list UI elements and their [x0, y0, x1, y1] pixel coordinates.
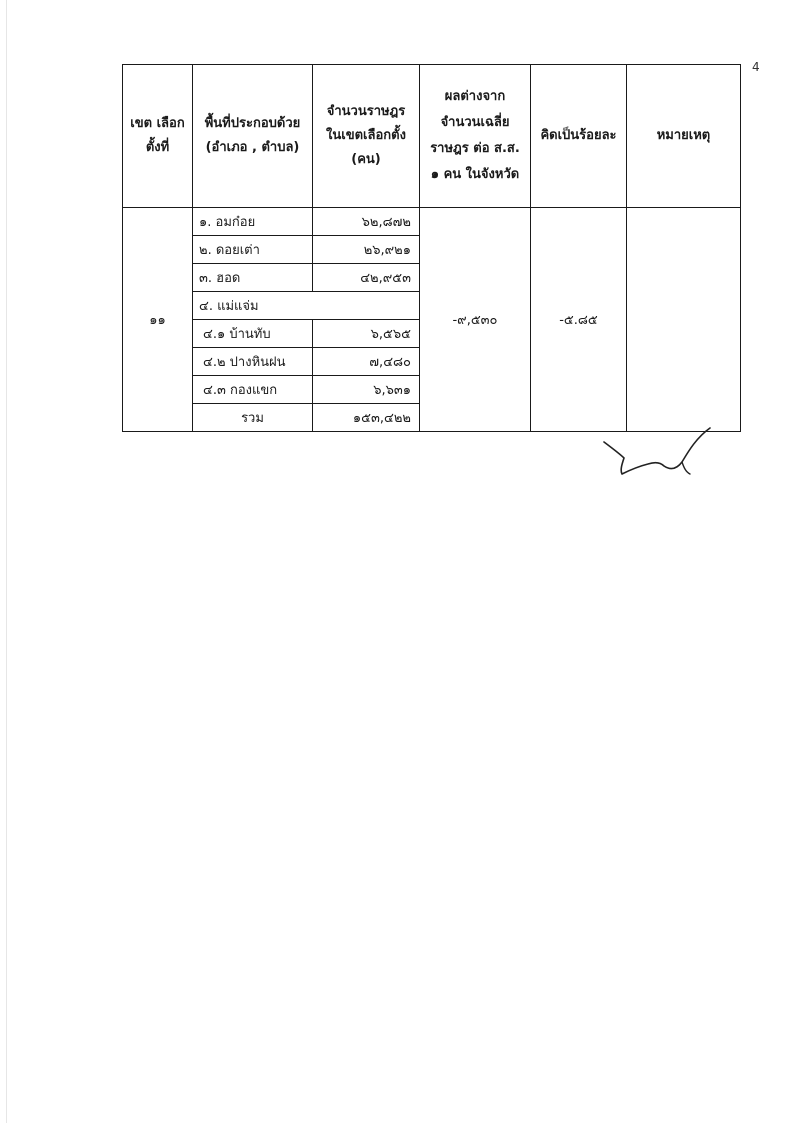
header-remark: หมายเหตุ [627, 65, 741, 208]
percent-cell: -๕.๘๕ [531, 208, 627, 432]
area-cell: ๔.๒ ปางหินฝน [193, 348, 313, 376]
area-cell: ๒. ดอยเต่า [193, 236, 313, 264]
total-value: ๑๕๓,๔๒๒ [313, 404, 420, 432]
page-edge [6, 0, 7, 1123]
area-cell-group: ๔. แม่แจ่ม [193, 292, 420, 320]
population-cell: ๒๖,๙๒๑ [313, 236, 420, 264]
page-number: 4 [752, 60, 760, 74]
remark-cell [627, 208, 741, 432]
population-cell: ๔๒,๙๕๓ [313, 264, 420, 292]
signature [600, 424, 720, 484]
population-cell: ๖๒,๘๗๒ [313, 208, 420, 236]
header-population: จำนวนราษฎร ในเขตเลือกตั้ง (คน) [313, 65, 420, 208]
population-cell: ๗,๔๘๐ [313, 348, 420, 376]
area-cell: ๑. อมก๋อย [193, 208, 313, 236]
population-cell: ๖,๕๖๕ [313, 320, 420, 348]
header-percent: คิดเป็นร้อยละ [531, 65, 627, 208]
population-cell: ๖,๖๓๑ [313, 376, 420, 404]
header-row [123, 65, 741, 208]
constituency-table [122, 64, 741, 432]
district-number-cell: ๑๑ [123, 208, 193, 432]
header-area: พื้นที่ประกอบด้วย (อำเภอ , ตำบล) [193, 65, 313, 208]
area-cell: ๔.๓ กองแขก [193, 376, 313, 404]
area-cell: ๔.๑ บ้านทับ [193, 320, 313, 348]
area-cell: ๓. ฮอด [193, 264, 313, 292]
header-district-no: เขต เลือกตั้งที่ [123, 65, 193, 208]
header-difference: ผลต่างจาก จำนวนเฉลี่ย ราษฎร ต่อ ส.ส. ๑ คน ในจังหวัด [420, 65, 531, 208]
difference-cell: -๙,๕๓๐ [420, 208, 531, 432]
table-row [123, 208, 741, 236]
total-label: รวม [193, 404, 313, 432]
